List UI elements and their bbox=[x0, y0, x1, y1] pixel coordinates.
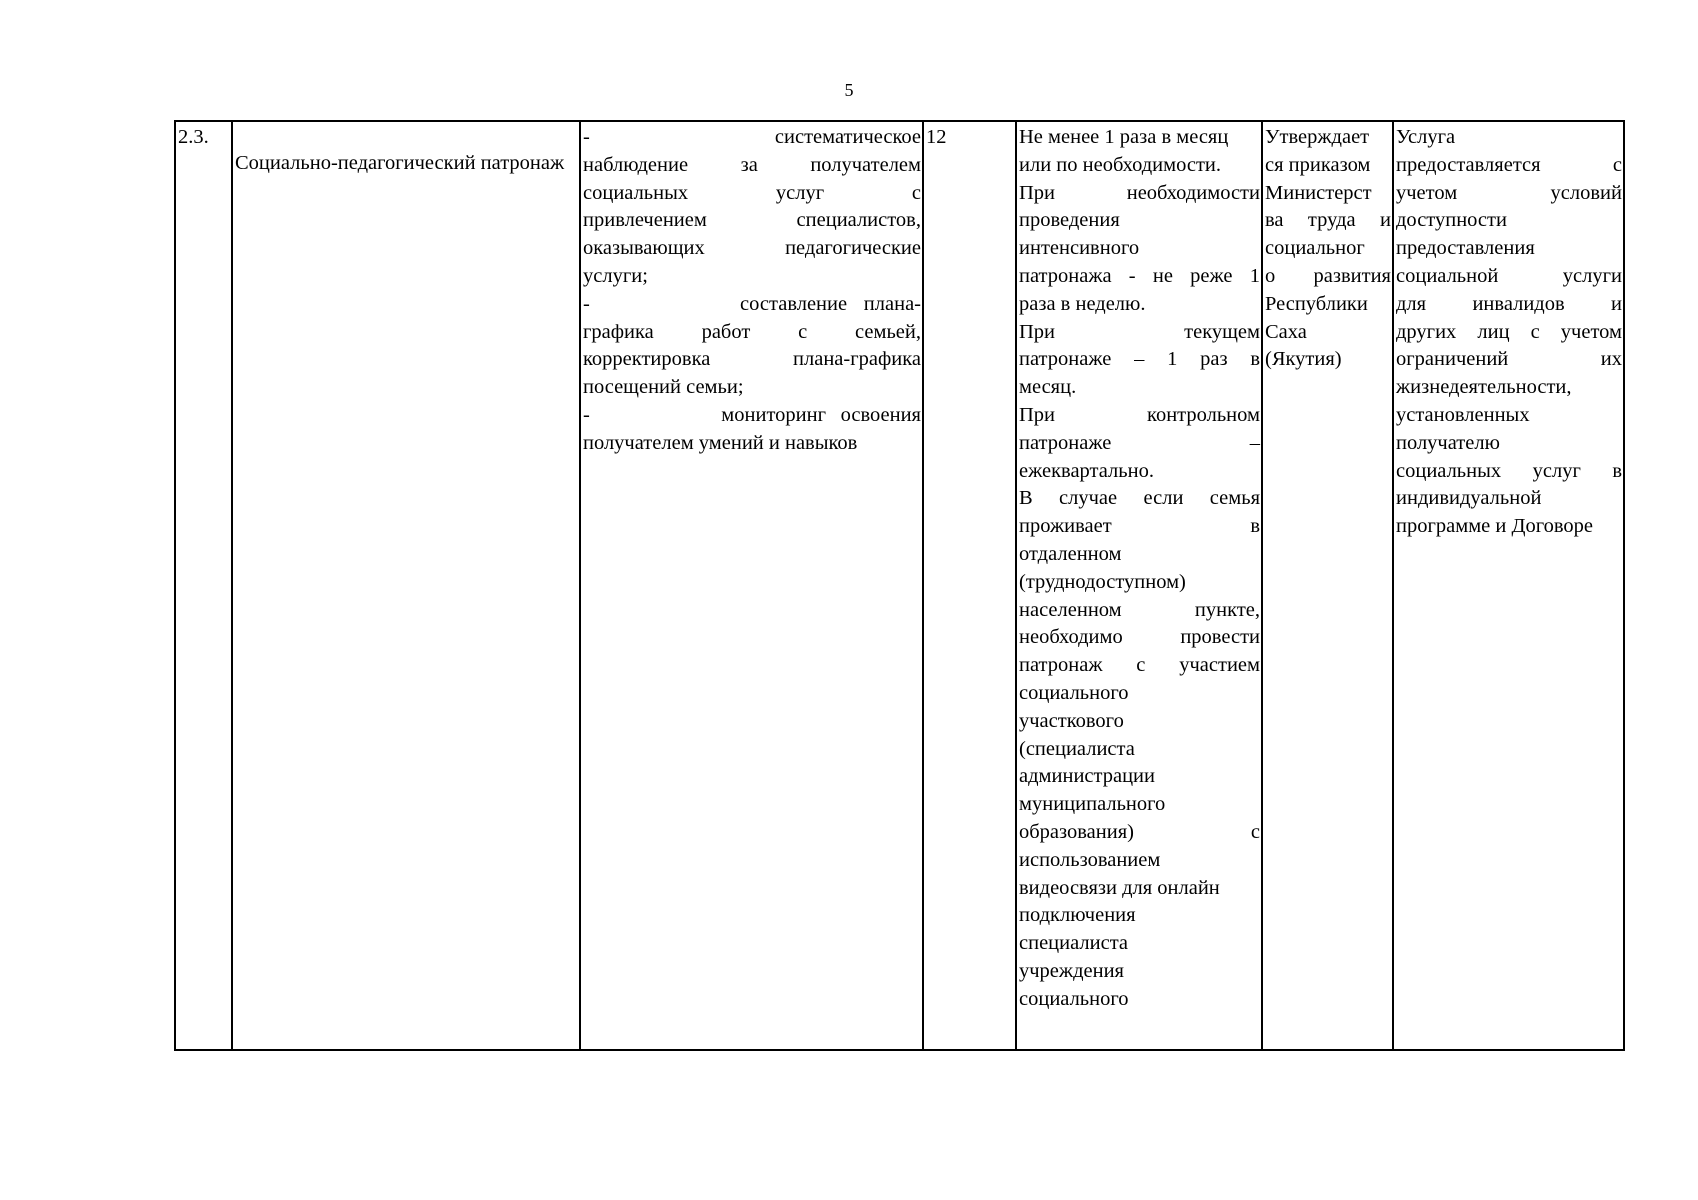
cell-text-line: социальной услуги bbox=[1396, 264, 1622, 287]
cell-text-line: жизнедеятельности, bbox=[1396, 376, 1572, 399]
cell-text-line: месяц. bbox=[1019, 376, 1077, 399]
service-conditions bbox=[1396, 124, 1622, 541]
cell-text-line: социальног bbox=[1265, 237, 1365, 260]
table-row bbox=[175, 121, 1624, 1050]
cell-text-line: видеосвязи для онлайн bbox=[1019, 876, 1220, 899]
row-number: 2.3. bbox=[178, 126, 209, 148]
service-frequency bbox=[1019, 124, 1260, 1014]
service-name: Социально-педагогический патронаж bbox=[235, 152, 565, 174]
cell-text-line: При контрольном bbox=[1019, 403, 1260, 426]
cell-text-line: специалиста bbox=[1019, 932, 1128, 955]
cell-text-line: отдаленном bbox=[1019, 542, 1122, 565]
cell-text-line: корректировка плана-графика bbox=[583, 348, 921, 371]
cell-text-line: привлечением специалистов, bbox=[583, 209, 921, 232]
cell-text-line: патронаже – bbox=[1019, 431, 1260, 454]
cell-text-line: Не менее 1 раза в месяц bbox=[1019, 126, 1229, 148]
services-table bbox=[174, 120, 1625, 1051]
cell-text-line: В случае если семья bbox=[1019, 487, 1260, 510]
cell-text-line: или по необходимости. bbox=[1019, 153, 1222, 176]
cell-text-line: образования) с bbox=[1019, 820, 1260, 843]
cell-text-line: предоставляется с bbox=[1396, 153, 1622, 176]
cell-text-line: (специалиста bbox=[1019, 737, 1135, 760]
cell-text-line: раза в неделю. bbox=[1019, 292, 1146, 315]
service-name-cell bbox=[232, 121, 580, 1050]
service-content-cell bbox=[580, 121, 923, 1050]
cell-text-line: использованием bbox=[1019, 848, 1161, 871]
cell-text-line: учреждения bbox=[1019, 959, 1124, 982]
cell-text-line: (труднодоступном) bbox=[1019, 570, 1186, 593]
cell-text-line: социального bbox=[1019, 681, 1129, 704]
volume-cell bbox=[923, 121, 1016, 1050]
service-content bbox=[583, 124, 921, 458]
cell-text-line: программе и Договоре bbox=[1396, 515, 1594, 538]
cell-text-line: Министерст bbox=[1265, 181, 1372, 204]
cell-text-line: интенсивного bbox=[1019, 237, 1140, 260]
cell-text-line: проживает в bbox=[1019, 515, 1260, 538]
cell-text-line: других лиц с учетом bbox=[1396, 320, 1622, 343]
cell-text-line: - составление плана- bbox=[583, 292, 921, 315]
cell-text-line: оказывающих педагогические bbox=[583, 237, 921, 260]
service-volume: 12 bbox=[926, 126, 947, 148]
cell-text-line: ва труда и bbox=[1265, 209, 1391, 232]
cell-text-line: администрации bbox=[1019, 765, 1155, 788]
cell-text-line: получателем умений и навыков bbox=[583, 431, 858, 454]
cell-text-line: индивидуальной bbox=[1396, 487, 1542, 510]
cell-text-line: Республики bbox=[1265, 292, 1368, 315]
cell-text-line: получателю bbox=[1396, 431, 1500, 454]
row-number-cell bbox=[175, 121, 232, 1050]
cell-text-line: патронаж с участием bbox=[1019, 654, 1260, 677]
page-number: 5 bbox=[844, 80, 854, 100]
approval-cell bbox=[1262, 121, 1393, 1050]
cell-text-line: доступности bbox=[1396, 209, 1507, 232]
cell-text-line: патронажа - не реже 1 bbox=[1019, 264, 1260, 287]
cell-text-line: населенном пункте, bbox=[1019, 598, 1260, 621]
cell-text-line: графика работ с семьей, bbox=[583, 320, 921, 343]
cell-text-line: необходимо провести bbox=[1019, 626, 1260, 649]
cell-text-line: При необходимости bbox=[1019, 181, 1260, 204]
cell-text-line: учетом условий bbox=[1396, 181, 1622, 204]
cell-text-line: предоставления bbox=[1396, 237, 1535, 260]
cell-text-line: (Якутия) bbox=[1265, 348, 1342, 371]
cell-text-line: подключения bbox=[1019, 904, 1136, 927]
cell-text-line: установленных bbox=[1396, 403, 1530, 426]
cell-text-line: патронаже – 1 раз в bbox=[1019, 348, 1260, 371]
cell-text-line: Услуга bbox=[1396, 126, 1456, 148]
cell-text-line: - систематическое bbox=[583, 126, 921, 148]
cell-text-line: Саха bbox=[1265, 320, 1307, 343]
cell-text-line: социальных услуг в bbox=[1396, 459, 1622, 482]
cell-text-line: наблюдение за получателем bbox=[583, 153, 921, 176]
cell-text-line: Утверждает bbox=[1265, 126, 1370, 148]
cell-text-line: ежеквартально. bbox=[1019, 459, 1154, 482]
cell-text-line: услуги; bbox=[583, 264, 648, 287]
cell-text-line: ограничений их bbox=[1396, 348, 1622, 371]
frequency-cell bbox=[1016, 121, 1262, 1050]
cell-text-line: муниципального bbox=[1019, 793, 1166, 816]
cell-text-line: посещений семьи; bbox=[583, 376, 744, 399]
cell-text-line: социальных услуг с bbox=[583, 181, 921, 204]
cell-text-line: участкового bbox=[1019, 709, 1124, 732]
cell-text-line: проведения bbox=[1019, 209, 1120, 232]
cell-text-line: о развития bbox=[1265, 264, 1391, 287]
cell-text-line: социального bbox=[1019, 987, 1129, 1010]
conditions-cell bbox=[1393, 121, 1624, 1050]
service-approval bbox=[1265, 124, 1391, 374]
cell-text-line: ся приказом bbox=[1265, 153, 1371, 176]
cell-text-line: для инвалидов и bbox=[1396, 292, 1622, 315]
cell-text-line: При текущем bbox=[1019, 320, 1260, 343]
cell-text-line: - мониторинг освоения bbox=[583, 403, 921, 426]
